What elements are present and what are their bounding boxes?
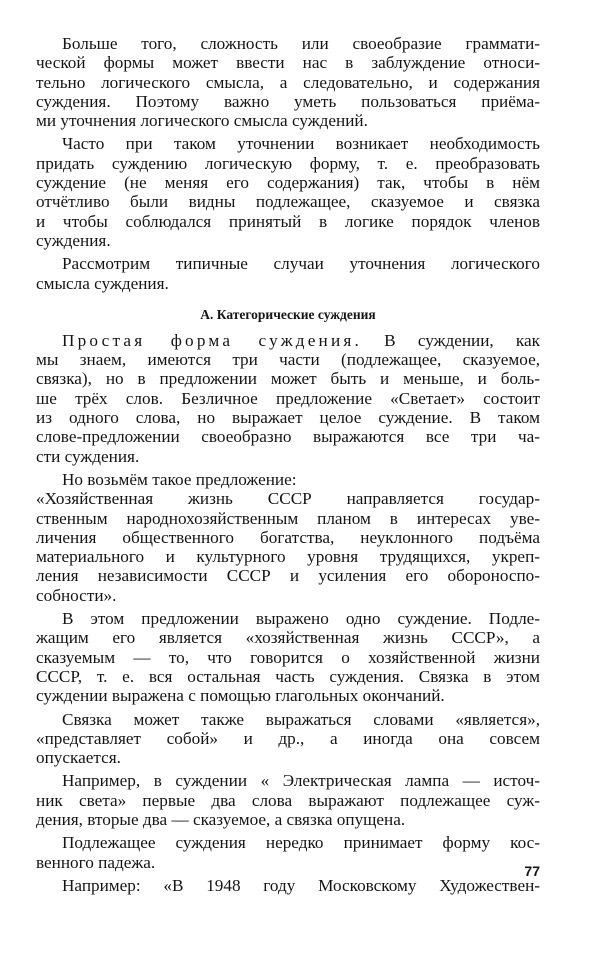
text-line: венного падежа. [36, 852, 156, 872]
text-line: Связка может также выражаться словами «является», [62, 709, 540, 729]
text-line: ник света» первые два слова выражают подлежащее суж- [36, 790, 540, 810]
text-line: опускается. [36, 748, 121, 768]
paragraph-1 [36, 34, 540, 130]
text-line: связка), но в предложении может быть и меньше, и боль- [36, 369, 540, 389]
text-fragment: В суждении, как [361, 330, 540, 350]
text-line: личения общественного богатства, неуклонного подъёма [36, 527, 540, 547]
text-line: ческой формы может ввести нас в заблуждение относи- [36, 53, 540, 73]
page-number: 77 [524, 863, 540, 879]
text-line: ше трёх слов. Безличное предложение «Светает» состоит [36, 388, 540, 408]
text-line: Больше того, сложность или своеобразие граммати- [62, 34, 540, 53]
text-line: сти суждения. [36, 446, 140, 466]
text-line: «Хозяйственная жизнь СССР направляется государ- [36, 489, 540, 509]
text-line: ления независимости СССР и усиления его обороноспо- [36, 566, 540, 586]
text-line: суждении выражена с помощью глагольных окончаний. [36, 686, 445, 706]
text-line: материального и культурного уровня трудящихся, укреп- [36, 547, 540, 567]
text-line [36, 331, 540, 350]
paragraph-2 [36, 134, 540, 250]
paragraph-10 [36, 876, 540, 895]
text-line: придать суждению логическую форму, т. е. преобразовать [36, 153, 540, 173]
paragraph-5 [36, 470, 540, 605]
text-line: из одного слова, но выражает целое суждение. В таком [36, 408, 540, 428]
paragraph-7 [36, 710, 540, 768]
paragraph-9 [36, 833, 540, 872]
text-line: тельно логического смысла, а следовательно, и содержания [36, 72, 540, 92]
text-line: смысла суждения. [36, 273, 169, 293]
text-line: суждение (не меняя его содержания) так, чтобы в нём [36, 173, 540, 193]
text-line: дения, вторые два — сказуемое, а связка опущена. [36, 809, 406, 829]
text-line: мы знаем, имеются три части (подлежащее, сказуемое, [36, 350, 540, 370]
paragraph-3 [36, 254, 540, 293]
page-body [36, 34, 540, 899]
text-line: СССР, т. е. вся остальная часть суждения. Связка в этом [36, 666, 540, 686]
section-heading: А. Категорические суждения [200, 306, 376, 322]
text-line: и чтобы соблюдался принятый в логике порядок членов [36, 211, 540, 231]
paragraph-4 [36, 331, 540, 466]
text-line: Подлежащее суждения нередко принимает форму кос- [62, 833, 540, 853]
text-line: слове-предложении своеобразно выражаются все три ча- [36, 427, 540, 447]
text-line: Часто при таком уточнении возникает необходимость [62, 134, 540, 154]
text-line: Но возьмём такое предложение: [62, 469, 297, 489]
text-line: Рассмотрим типичные случаи уточнения логического [62, 254, 540, 274]
text-line: Например: «В 1948 году Московскому Художествен- [62, 875, 540, 895]
paragraph-6 [36, 609, 540, 705]
text-line: сказуемым — то, что говорится о хозяйственной жизни [36, 647, 540, 667]
text-line: Например, в суждении « Электрическая лампа — источ- [62, 771, 540, 791]
text-line: собности». [36, 585, 117, 605]
spaced-term: Простая форма суждения. [62, 330, 362, 350]
text-line: отчётливо были видны подлежащее, сказуемое и связка [36, 192, 540, 212]
text-line: ственным народнохозяйственным планом в интересах уве- [36, 508, 540, 528]
text-line: жащим его является «хозяйственная жизнь СССР», а [36, 628, 540, 648]
text-line: ми уточнения логического смысла суждений. [36, 111, 368, 131]
paragraph-8 [36, 771, 540, 829]
text-line: суждения. [36, 230, 111, 250]
text-line: «представляет собой» и др., а иногда она совсем [36, 728, 540, 748]
text-line: суждения. Поэтому важно уметь пользоваться приёма- [36, 91, 540, 111]
text-line: В этом предложении выражено одно суждение. Подле- [62, 609, 540, 629]
